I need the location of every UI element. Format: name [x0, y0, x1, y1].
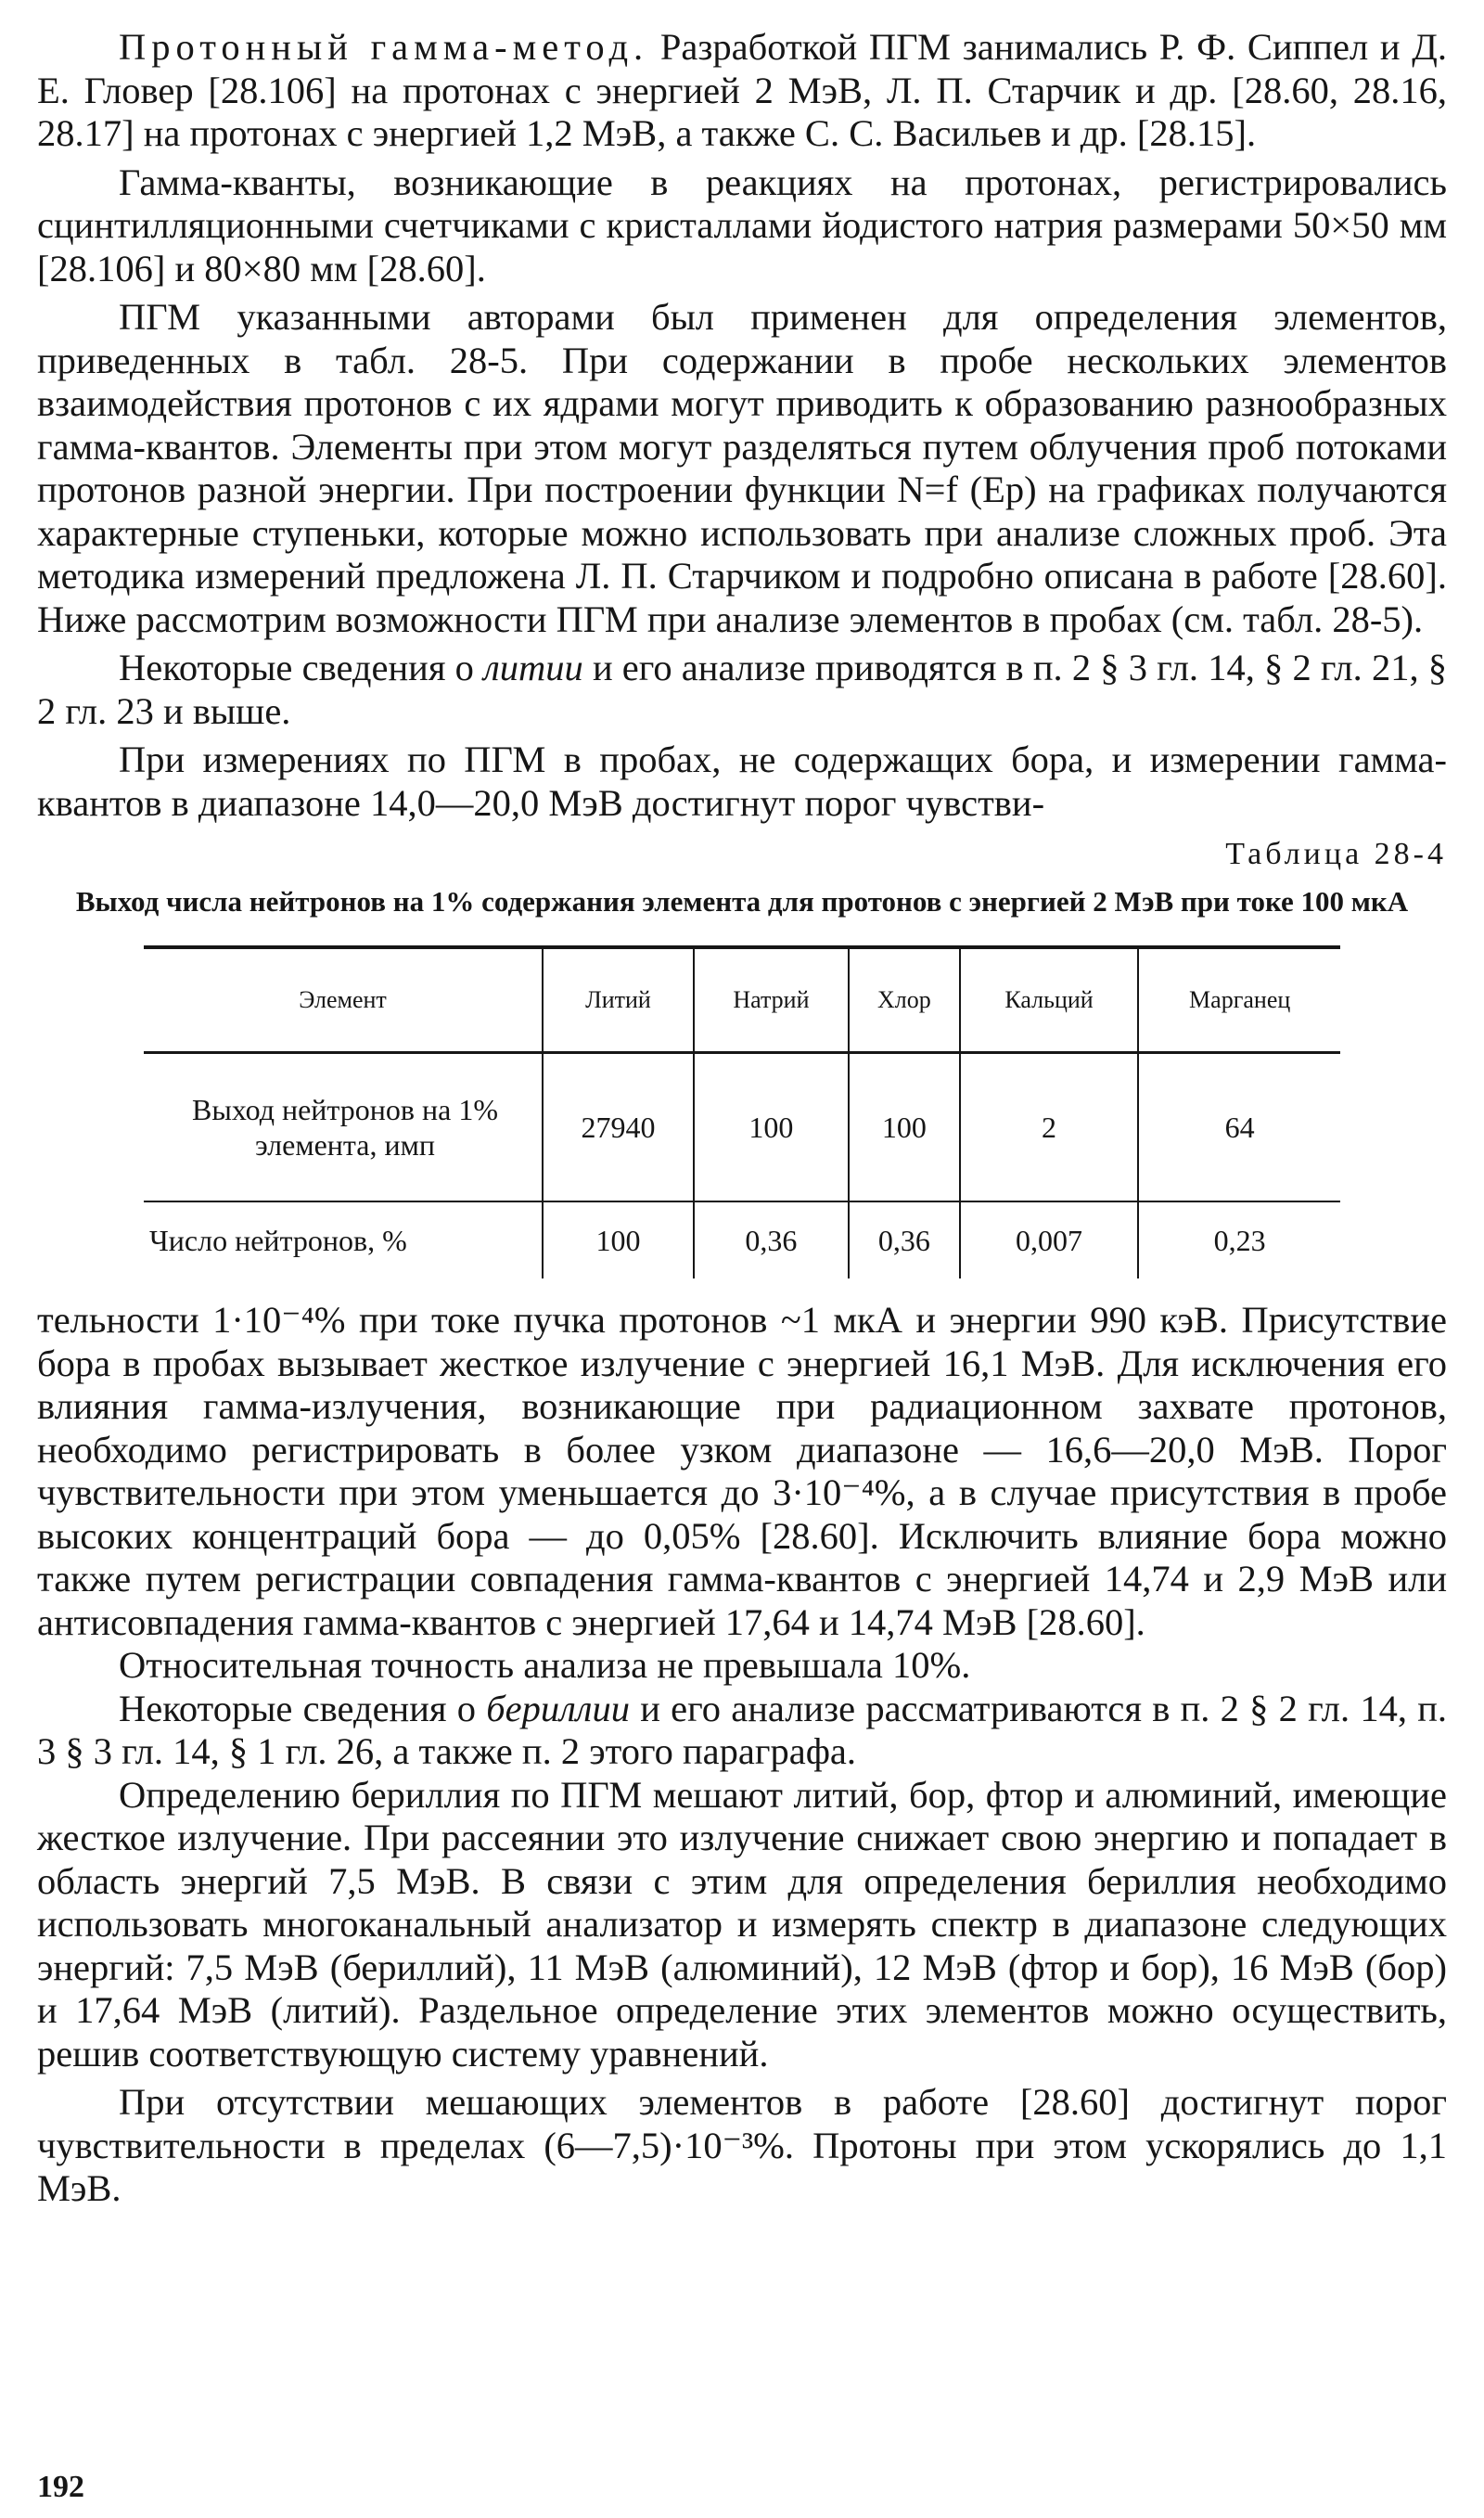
- paragraph-pgm-elements: ПГМ указанными авторами был применен для определения элементов, приведенных в табл. 28-5. При содержании в пробе нескольких элементов взаимодействия протонов с их ядрами могут приводить к образованию разнообразных гамма-квантов. Элементы при этом могут разделяться путем облучения проб потоками протонов разной энергии. При построении функции N=f (Ep) на графиках получаются характерные ступеньки, которые можно использовать при анализе сложных проб. Эта методика измерений предложена Л. П. Старчиком и подробно описана в работе [28.60]. Ниже рассмотрим возможности ПГМ при анализе элементов в пробах (см. табл. 28-5).: [37, 296, 1447, 640]
- paragraph-boron-start: При измерениях по ПГМ в пробах, не содержащих бора, и измерении гамма-квантов в диапазоне 14,0—20,0 МэВ достигнут порог чувстви-: [37, 739, 1447, 824]
- table-header-row: [144, 947, 1340, 1053]
- beryllium-text-b: и его анализе рассматриваются в п. 2 § 2 гл. 14, п. 3 § 3 гл. 14, § 1 гл. 26, а также п. 2 этого параграфа.: [37, 1687, 1448, 1772]
- table-row: [144, 1053, 1340, 1202]
- lithium-term: литии: [483, 647, 583, 688]
- page-number: 192: [37, 2470, 84, 2504]
- paragraph-beryllium-interference: Определению бериллия по ПГМ мешают литий, бор, фтор и алюминий, имеющие жесткое излучение. При рассеянии это излучение снижает свою энергию и попадает в область энергий 7,5 МэВ. В связи с этим для определения бериллия необходимо использовать многоканальный анализатор и измерять спектр в диапазоне следующих энергий: 7,5 МэВ (бериллий), 11 МэВ (алюминий), 12 МэВ (фтор и бор), 16 МэВ (бор) и 17,64 МэВ (литий). Раздельное определение этих элементов можно осуществить, решив соответствующую систему уравнений.: [37, 1773, 1447, 2075]
- table-cell: 0,36: [849, 1201, 960, 1278]
- lithium-text-a: Некоторые сведения о: [119, 647, 474, 688]
- paragraph-intro: [37, 26, 1447, 156]
- table-header-cell: Кальций: [960, 947, 1139, 1053]
- beryllium-term: бериллии: [486, 1687, 630, 1729]
- table-header-cell: Литий: [543, 947, 694, 1053]
- paragraph-accuracy: Относительная точность анализа не превышала 10%.: [119, 1644, 971, 1686]
- section-heading: Протонный гамма-метод.: [119, 26, 649, 68]
- table-cell: 100: [849, 1053, 960, 1202]
- table-label: Таблица 28-4: [1225, 837, 1447, 871]
- table-cell: 0,36: [694, 1201, 849, 1278]
- table-container: [37, 945, 1447, 1278]
- table-header-cell: Натрий: [694, 947, 849, 1053]
- paragraph-sensitivity: тельности 1·10⁻⁴% при токе пучка протонов ~1 мкА и энергии 990 кэВ. Присутствие бора в пробах вызывает жесткое излучение с энергией 16,1 МэВ. Для исключения его влияния гамма-излучения, возникающие при радиационном захвате протонов, необходимо регистрировать в более узком диапазоне — 16,6—20,0 МэВ. Порог чувствительности при этом уменьшается до 3·10⁻⁴%, а в случае присутствия в пробе высоких концентраций бора — до 0,05% [28.60]. Исключить влияние бора можно также путем регистрации совпадения гамма-квантов с энергией 14,74 и 2,9 МэВ или антисовпадения гамма-квантов с энергией 17,64 и 14,74 МэВ [28.60].: [37, 1299, 1447, 1643]
- table-row-label: Число нейтронов, %: [149, 1224, 407, 1257]
- beryllium-text-a: Некоторые сведения о: [119, 1687, 477, 1729]
- table-cell: 100: [694, 1053, 849, 1202]
- neutron-yield-table: [144, 945, 1340, 1278]
- table-row: [144, 1201, 1340, 1278]
- table-header-cell: Хлор: [849, 947, 960, 1053]
- table-cell: 0,23: [1138, 1201, 1340, 1278]
- paragraph-intro-text: Разработкой ПГМ занимались Р. Ф. Сиппел и Д. Е. Гловер [28.106] на протонах с энергией 2 МэВ, Л. П. Старчик и др. [28.60, 28.16, 28.17] на протонах с энергией 1,2 МэВ, а также С. С. Васильев и др. [28.15].: [37, 26, 1447, 154]
- table-cell: 100: [543, 1201, 694, 1278]
- table-header-cell: Элемент: [144, 947, 543, 1053]
- paragraph-lithium: [37, 647, 1447, 733]
- table-cell: 0,007: [960, 1201, 1139, 1278]
- lithium-text-b: и его анализе приводятся в п. 2 § 3 гл. 14, § 2 гл. 21, § 2 гл. 23 и выше.: [37, 647, 1448, 732]
- paragraph-beryllium: [37, 1688, 1447, 1774]
- table-cell: 64: [1138, 1053, 1340, 1202]
- table-header-cell: Марганец: [1138, 947, 1340, 1053]
- paragraph-gamma-quanta: Гамма-кванты, возникающие в реакциях на протонах, регистрировались сцинтилляционными счетчиками с кристаллами йодистого натрия размерами 50×50 мм [28.106] и 80×80 мм [28.60].: [37, 161, 1447, 289]
- table-cell: 27940: [543, 1053, 694, 1202]
- page-body: [37, 26, 1447, 2211]
- table-row-label: Выход нейтронов на 1% элемента, имп: [144, 1053, 543, 1202]
- paragraph-threshold: При отсутствии мешающих элементов в работе [28.60] достигнут порог чувствительности в пределах (6—7,5)·10⁻³%. Протоны при этом ускорялись до 1,1 МэВ.: [37, 2081, 1447, 2209]
- table-title: Выход числа нейтронов на 1% содержания элемента для протонов с энергией 2 МэВ при токе 100 мкА: [75, 885, 1409, 918]
- table-cell: 2: [960, 1053, 1139, 1202]
